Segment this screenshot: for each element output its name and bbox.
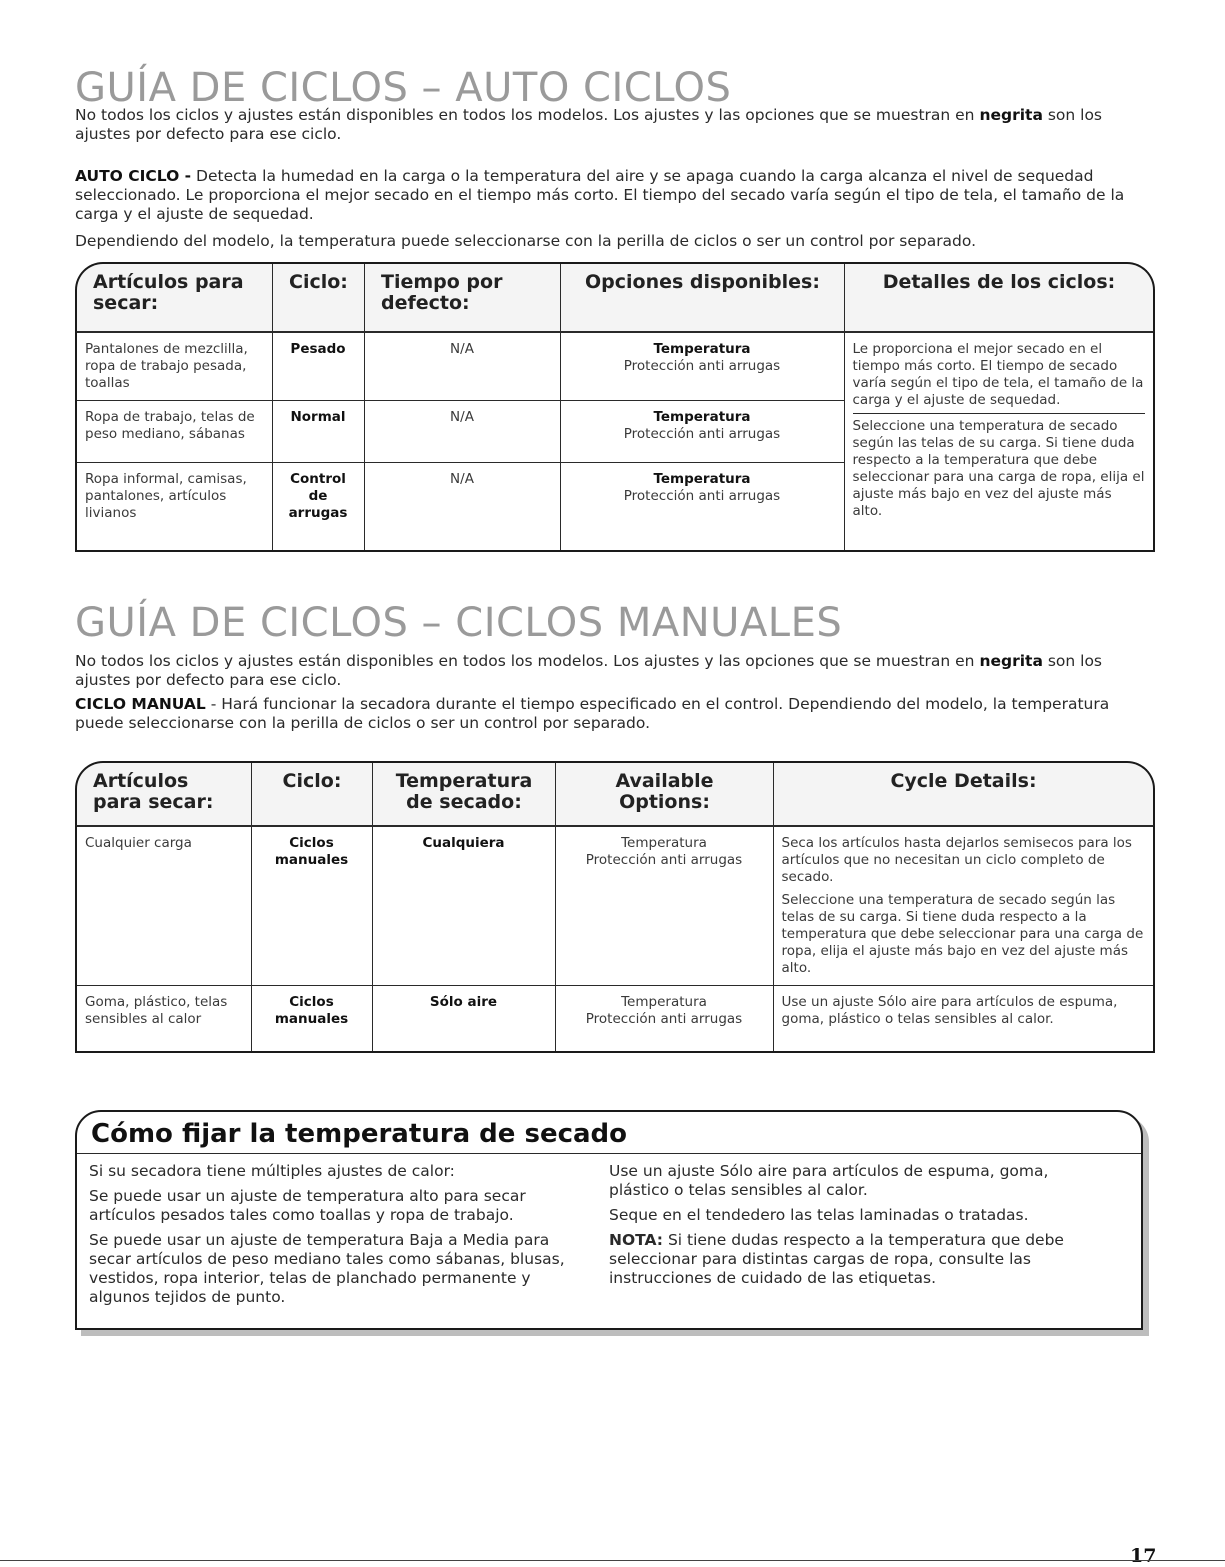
row-items: Cualquier carga — [76, 827, 251, 986]
temperature-box-left — [89, 1162, 609, 1313]
auto-intro-text-2: son los ajustes por defecto para ese ciclo. — [75, 106, 1103, 143]
row-time: N/A — [364, 333, 560, 401]
option-temperature: Temperatura — [621, 835, 707, 851]
row-options — [560, 401, 844, 463]
manual-cycle-label: CICLO MANUAL — [75, 695, 206, 713]
manual-cycle-description — [75, 695, 1155, 733]
row-temperature: Sólo aire — [372, 986, 555, 1052]
left-paragraph: Se puede usar un ajuste de temperatura Baja a Media para secar artículos de peso mediano tales como sábanas, blusas, vestidos, ropa interior, telas de planchado permanente y algunos tejidos de punto. — [89, 1231, 565, 1306]
row-cycle: Ciclos manuales — [251, 827, 372, 986]
temperature-box-body — [77, 1154, 1141, 1313]
header-options: Opciones disponibles: — [561, 264, 845, 331]
details-text-2: Seleccione una temperatura de secado según las telas de su carga. Si tiene duda respecto a la temperatura que debe seleccionar para una carga de ropa, elija el ajuste más bajo en vez del ajuste más alto. — [852, 418, 1145, 519]
option-wrinkle: Protección anti arrugas — [585, 852, 743, 868]
right-paragraph: Use un ajuste Sólo aire para artículos de espuma, goma, plástico o telas sensibles al calor. — [609, 1162, 1049, 1199]
manual-table-header — [75, 761, 1155, 826]
details-text-1: Use un ajuste Sólo aire para artículos de espuma, goma, plástico o telas sensibles al calor. — [781, 994, 1118, 1027]
details-text-1: Le proporciona el mejor secado en el tiempo más corto. El tiempo de secado varía según el tipo de tela, el tamaño de la carga y el ajuste de sequedad. — [853, 341, 1146, 414]
header-items: Artículos para secar: — [77, 763, 252, 825]
option-temperature: Temperatura — [653, 409, 751, 425]
row-time: N/A — [364, 463, 560, 551]
option-wrinkle: Protección anti arrugas — [623, 488, 781, 504]
temperature-box-frame — [75, 1110, 1143, 1330]
option-temperature: Temperatura — [653, 471, 751, 487]
option-temperature: Temperatura — [621, 994, 707, 1010]
temperature-box-title: Cómo fijar la temperatura de secado — [77, 1112, 1141, 1154]
note-label: NOTA: — [609, 1231, 664, 1249]
details-text-2: Seleccione una temperatura de secado según las telas de su carga. Si tiene duda respecto a la temperatura que debe seleccionar para una carga de ropa, elija el ajuste más bajo en vez del ajuste más alto. — [781, 892, 1144, 976]
header-temperature: Temperatura de secado: — [373, 763, 556, 825]
left-paragraph: Si su secadora tiene múltiples ajustes de calor: — [89, 1162, 455, 1180]
row-items: Ropa de trabajo, telas de peso mediano, sábanas — [76, 401, 272, 463]
auto-table-header — [75, 262, 1155, 332]
auto-intro-text: No todos los ciclos y ajustes están disponibles en todos los modelos. Los ajustes y las opciones que se muestran en — [75, 106, 980, 124]
header-details: Cycle Details: — [890, 770, 1037, 792]
auto-intro-bold: negrita — [979, 106, 1043, 124]
manual-cycle-text: - Hará funcionar la secadora durante el tiempo especificado en el control. Dependiendo del modelo, la temperatura puede seleccionarse con la perilla de ciclos o ser un control por separado. — [75, 695, 1110, 732]
row-options — [560, 463, 844, 551]
option-wrinkle: Protección anti arrugas — [623, 426, 781, 442]
row-items: Pantalones de mezclilla, ropa de trabajo pesada, toallas — [76, 333, 272, 401]
page-number: 17 — [1130, 1545, 1157, 1567]
auto-cycle-description — [75, 167, 1155, 224]
option-temperature: Temperatura — [653, 341, 751, 357]
temperature-box-right — [609, 1162, 1129, 1313]
manual-cycles-title: GUÍA DE CICLOS – CICLOS MANUALES — [75, 600, 843, 646]
header-default-time: Tiempo por defecto: — [365, 264, 561, 331]
row-time: N/A — [364, 401, 560, 463]
auto-cycles-table — [75, 332, 1155, 552]
row-temperature: Cualquiera — [372, 827, 555, 986]
note-text: Si tiene dudas respecto a la temperatura que debe seleccionar para distintas cargas de ropa, consulte las instrucciones de cuidado de las etiquetas. — [609, 1231, 1064, 1287]
auto-cycle-text: Detecta la humedad en la carga o la temperatura del aire y se apaga cuando la carga alcanza el nivel de sequedad seleccionado. Le proporciona el mejor secado en el tiempo más corto. El tiempo del secado varía según el tipo de tela, el tamaño de la carga y el ajuste de sequedad. — [75, 167, 1125, 223]
auto-cycle-label: AUTO CICLO - — [75, 167, 192, 185]
table-row — [76, 986, 1154, 1052]
row-options — [560, 333, 844, 401]
row-options — [555, 827, 773, 986]
auto-cycle-details — [844, 333, 1154, 551]
manual-cycles-table — [75, 826, 1155, 1053]
table-row — [76, 827, 1154, 986]
row-items: Ropa informal, camisas, pantalones, artículos livianos — [76, 463, 272, 551]
manual-intro-text: No todos los ciclos y ajustes están disponibles en todos los modelos. Los ajustes y las opciones que se muestran en — [75, 652, 980, 670]
auto-cycles-title: GUÍA DE CICLOS – AUTO CICLOS — [75, 65, 732, 111]
row-cycle: Control de arrugas — [272, 463, 364, 551]
manual-intro — [75, 652, 1155, 690]
row-cycle: Normal — [272, 401, 364, 463]
row-items: Goma, plástico, telas sensibles al calor — [76, 986, 251, 1052]
option-wrinkle: Protección anti arrugas — [585, 1011, 743, 1027]
header-items: Artículos para secar: — [77, 264, 273, 331]
row-cycle: Pesado — [272, 333, 364, 401]
row-cycle: Ciclos manuales — [251, 986, 372, 1052]
row-options — [555, 986, 773, 1052]
left-paragraph: Se puede usar un ajuste de temperatura alto para secar artículos pesados tales como toallas y ropa de trabajo. — [89, 1187, 526, 1224]
header-cycle: Ciclo: — [252, 763, 373, 825]
details-text-1: Seca los artículos hasta dejarlos semisecos para los artículos que no necesitan un ciclo completo de secado. — [781, 835, 1132, 885]
row-details — [773, 827, 1154, 986]
option-wrinkle: Protección anti arrugas — [623, 358, 781, 374]
manual-intro-bold: negrita — [979, 652, 1043, 670]
header-details: Detalles de los ciclos: — [882, 271, 1116, 293]
header-options: Available Options: — [556, 763, 774, 825]
auto-intro — [75, 106, 1155, 144]
right-note — [609, 1231, 1109, 1288]
auto-temperature-note: Dependiendo del modelo, la temperatura puede seleccionarse con la perilla de ciclos o ser un control por separado. — [75, 232, 977, 250]
bottom-rule — [0, 1560, 1225, 1561]
row-details — [773, 986, 1154, 1052]
table-row — [76, 333, 1154, 401]
right-paragraph: Seque en el tendedero las telas laminadas o tratadas. — [609, 1206, 1029, 1224]
manual-intro-text-2: son los ajustes por defecto para ese ciclo. — [75, 652, 1103, 689]
header-cycle: Ciclo: — [273, 264, 365, 331]
